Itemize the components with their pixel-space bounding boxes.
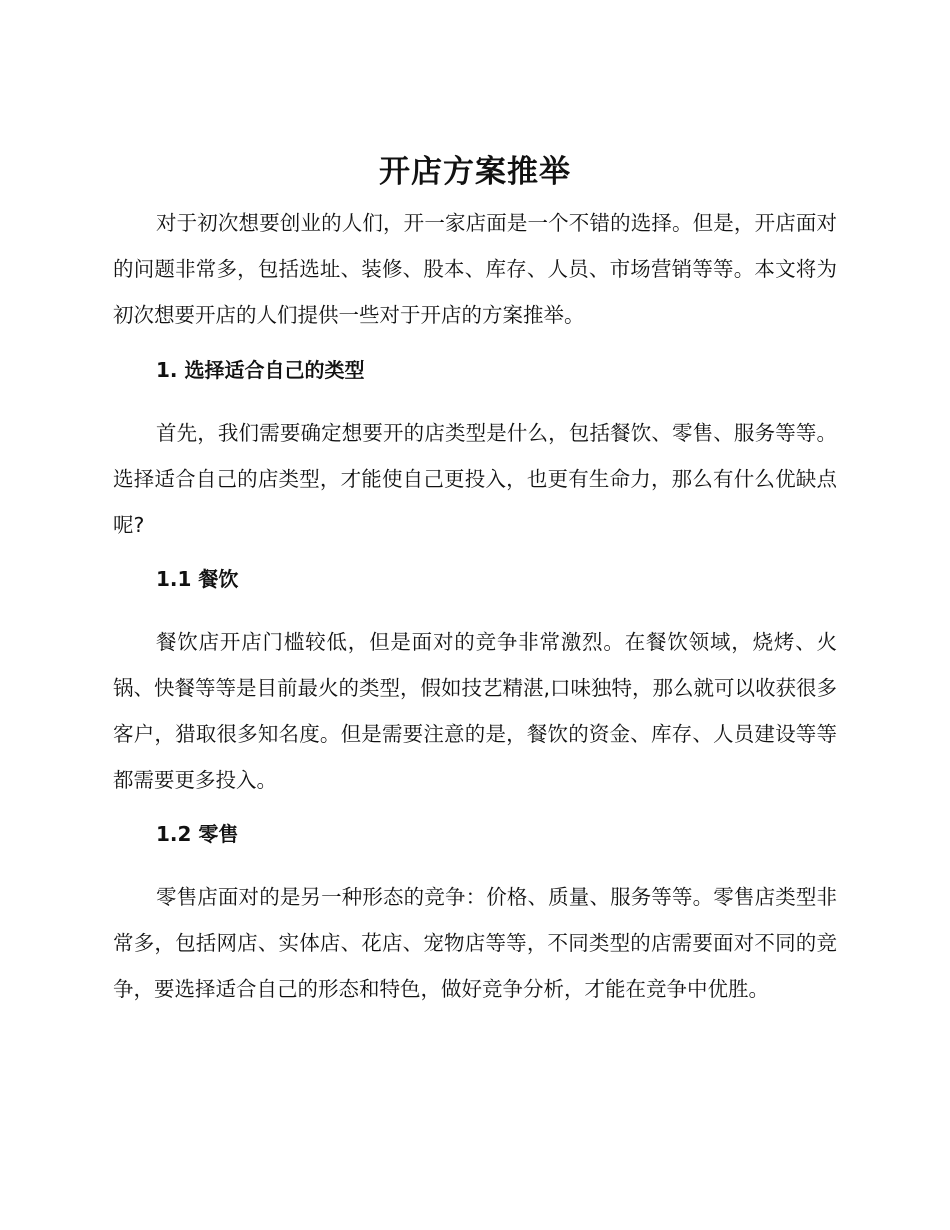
intro-paragraph: 对于初次想要创业的人们，开一家店面是一个不错的选择。但是，开店面对的问题非常多，包括选址、装修、股本、库存、人员、市场营销等等。本文将为初次想要开店的人们提供一些对于开店的方案推举。 (113, 211, 837, 327)
document-title: 开店方案推举 (379, 154, 571, 190)
section-heading-catering: 1.1 餐饮 (156, 567, 239, 591)
section-heading-retail: 1.2 零售 (156, 822, 239, 846)
document-content (113, 150, 837, 1012)
section-body-choose-type: 首先，我们需要确定想要开的店类型是什么，包括餐饮、零售、服务等等。选择适合自己的店类型，才能使自己更投入，也更有生命力，那么有什么优缺点呢? (113, 421, 837, 537)
section-body-retail: 零售店面对的是另一种形态的竞争：价格、质量、服务等等。零售店类型非常多，包括网店、实体店、花店、宠物店等等，不同类型的店需要面对不同的竞争，要选择适合自己的形态和特色，做好竞争分析，才能在竞争中优胜。 (113, 885, 837, 1001)
section-heading-choose-type: 1. 选择适合自己的类型 (156, 358, 365, 382)
section-body-catering: 餐饮店开店门槛较低，但是面对的竞争非常激烈。在餐饮领域，烧烤、火锅、快餐等等是目前最火的类型，假如技艺精湛,口味独特，那么就可以收获很多客户，猎取很多知名度。但是需要注意的是，餐饮的资金、库存、人员建设等等都需要更多投入。 (113, 630, 838, 792)
